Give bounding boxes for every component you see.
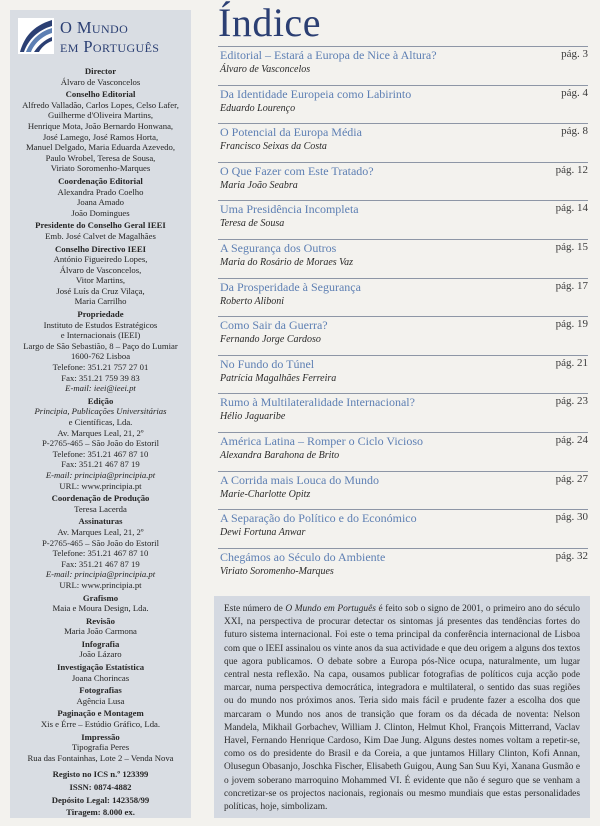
toc-entry-page: pág. 8: [561, 125, 588, 138]
credits-line[interactable]: URL: www.principia.pt: [59, 480, 142, 491]
credits-line: Maria João Carmona: [64, 626, 137, 637]
credits-line: Xis e Érre – Estúdio Gráfico, Lda.: [40, 719, 161, 730]
credits-line[interactable]: URL: www.principia.pt: [59, 579, 142, 590]
credits-line: Telefone: 351.21 757 27 01: [52, 362, 149, 373]
toc-entry-author: Eduardo Lourenço: [220, 102, 296, 114]
credits-line: João Lázaro: [79, 649, 122, 660]
credits-line[interactable]: E-mail: principia@principia.pt: [45, 569, 156, 580]
credits-line: P-2765-465 – São João do Estoril: [41, 537, 160, 548]
credits-line: Manuel Delgado, Maria Eduarda Azevedo,: [25, 142, 176, 153]
toc-entry[interactable]: [218, 430, 588, 469]
toc-divider: [218, 548, 588, 549]
intro-text-rest: é feito sob o signo de 2001, o primeiro ano do século XXI, na perspectiva de procurar detectar os sintomas já presentes das tendências fortes do futuro sistema internacional. Foi este o tema principal da conferência internacional de Lisboa com que o IEEI assinalou os vinte anos da sua actividade e que deu origem a alguns dos textos que agora publicamos. O debate sobre a Europa pós-Nice ocupa, naturalmente, um lugar central nesta reflexão. Na capa, ousamos publicar fotografias de políticos cuja acção pode marcar, numa perspectiva democrática, integradora e multilateral, o sentido das suas regiões ou do mundo nos próximos anos. Teria sido mais fácil e prudente fazer a escolha dos que marcaram o Mundo nos anos de transição que foram os da década de noventa: Nelson Mandela, Mikhail Gorbachev, William J. Clinton, Helmut Khol, François Mitterrand, Vaclav Havel, Fernando Henrique Cardoso, Kim Dae Jung. Alguns destes nomes voltam a repetir-se, como os do presidente do Brasil e da Coreia, a que juntamos Hillary Clinton, Kofi Annan, Olusegun Obasanjo, Joschka Fischer, Elisabeth Guigou, Aung San Suu Kyi, Xanana Gusmão e o jovem soberano marroquino Mohammed VI. É evidente que não é seguro que se venham a concretizar-se os projectos nacionais, regionais ou mesmo mundiais que estas personalidades políticas, hoje, simbolizam.: [224, 604, 580, 813]
toc-divider: [218, 471, 588, 472]
credits-heading: Director: [84, 66, 117, 76]
intro-text-start: Este número de: [224, 604, 286, 614]
toc-entry-author: Maria João Seabra: [220, 179, 298, 191]
toc-entry[interactable]: [218, 391, 588, 430]
toc-entry-author: Viriato Soromenho-Marques: [220, 565, 334, 577]
credits-line: Álvaro de Vasconcelos,: [59, 264, 142, 275]
registration-line: Tiragem: 8.000 ex.: [66, 807, 135, 818]
toc-entry[interactable]: [218, 83, 588, 122]
credits-heading: Investigação Estatística: [56, 662, 145, 673]
toc-entry-page: pág. 12: [555, 163, 588, 176]
toc-entry-page: pág. 14: [555, 202, 588, 215]
credits-line: e Científicas, Lda.: [68, 417, 133, 427]
magazine-name-line2: em Português: [60, 37, 160, 56]
toc-entry-page: pág. 24: [555, 433, 588, 446]
toc-divider: [218, 432, 588, 433]
toc-entry[interactable]: [218, 314, 588, 353]
publication-name: O Mundo em Português: [285, 604, 376, 614]
credits-line: Instituto de Estudos Estratégicos: [43, 319, 158, 330]
toc-entry[interactable]: [218, 546, 588, 585]
magazine-name: [60, 18, 159, 56]
credits-heading: Presidente do Conselho Geral IEEI: [35, 220, 166, 231]
credits-line: Alexandra Prado Coelho: [57, 186, 144, 197]
page-title: Índice: [218, 0, 321, 45]
toc-entry-author: Teresa de Sousa: [220, 218, 285, 230]
credits-line: Av. Marques Leal, 21, 2º: [57, 526, 144, 537]
toc-divider: [218, 46, 588, 47]
toc-entry-author: Álvaro de Vasconcelos: [220, 64, 311, 75]
toc-entry[interactable]: [218, 469, 588, 508]
credits-line: Maria Carrilho: [74, 296, 127, 307]
credits-heading: Revisão: [86, 615, 115, 626]
table-of-contents: [218, 44, 588, 584]
toc-entry-author: Francisco Seixas da Costa: [220, 141, 327, 153]
toc-entry[interactable]: [218, 353, 588, 392]
credits-heading: Paginação e Montagem: [57, 708, 144, 719]
toc-divider: [218, 278, 588, 279]
globe-swoosh-icon: [18, 18, 54, 54]
toc-entry-page: pág. 23: [555, 395, 588, 408]
toc-entry-title[interactable]: A Corrida mais Louca do Mundo: [220, 472, 379, 487]
credits-line: Henrique Mota, João Bernardo Honwana,: [27, 120, 174, 131]
toc-entry-title[interactable]: Rumo à Multilateralidade Internacional?: [220, 395, 415, 410]
credits-line: João Domingues: [71, 207, 130, 218]
toc-entry-author: Roberto Aliboni: [220, 295, 284, 307]
credits-sidebar: [10, 10, 191, 818]
credits-line: e Internacionais (IEEI): [60, 330, 141, 341]
credits-line: Álvaro de Vasconcelos: [60, 76, 141, 87]
credits-list: [10, 64, 191, 818]
credits-heading: Assinaturas: [78, 516, 123, 527]
credits-line: Principia, Publicações Universitárias: [34, 406, 167, 417]
toc-entry[interactable]: [218, 237, 588, 276]
credits-line: Rua das Fontainhas, Lote 2 – Venda Nova: [27, 752, 174, 763]
toc-entry[interactable]: [218, 276, 588, 315]
toc-divider: [218, 200, 588, 201]
toc-entry-page: pág. 15: [555, 240, 588, 253]
credits-line: Fax: 351.21 759 39 83: [61, 372, 140, 383]
credits-line: Fax: 351.21 467 87 19: [61, 459, 140, 470]
credits-line: Largo de São Sebastião, 8 – Paço do Lumiar: [23, 340, 178, 351]
toc-entry-author: Dewi Fortuna Anwar: [220, 527, 306, 539]
credits-line: Av. Marques Leal, 21, 2º: [57, 427, 144, 438]
toc-entry-title[interactable]: América Latina – Romper o Ciclo Vicioso: [220, 433, 424, 448]
toc-entry-page: pág. 19: [555, 318, 588, 331]
intro-paragraph: [224, 603, 580, 814]
credits-line: Paulo Wrobel, Teresa de Sousa,: [45, 152, 156, 163]
credits-heading: Grafismo: [82, 592, 119, 603]
toc-entry-title[interactable]: Da Prosperidade à Segurança: [220, 279, 361, 294]
credits-heading: Coordenação de Produção: [51, 493, 150, 504]
credits-heading: Edição: [87, 395, 114, 406]
toc-entry-author: Maria do Rosário de Moraes Vaz: [220, 256, 354, 268]
toc-entry-title[interactable]: Como Sair da Guerra?: [220, 318, 328, 333]
credits-heading: Impressão: [81, 731, 120, 742]
toc-divider: [218, 316, 588, 317]
registration-line: Registo no ICS n.º 123399: [52, 769, 149, 780]
toc-entry-title[interactable]: No Fundo do Túnel: [220, 356, 315, 371]
credits-line: Teresa Lacerda: [74, 503, 127, 514]
credits-line: Telefone: 351.21 467 87 10: [52, 448, 149, 459]
credits-line: Joana Amado: [76, 197, 125, 208]
toc-entry-title[interactable]: O Potencial da Europa Média: [220, 125, 362, 140]
credits-line: Viriato Soromenho-Marques: [50, 163, 151, 174]
toc-entry-title[interactable]: Da Identidade Europeia como Labirinto: [220, 86, 412, 101]
magazine-name-line1: O Mundo: [60, 18, 129, 37]
toc-entry-page: pág. 30: [555, 511, 588, 524]
toc-entry-author: Patrícia Magalhães Ferreira: [220, 372, 337, 384]
toc-entry-page: pág. 4: [561, 86, 588, 99]
credits-line: Emb. José Calvet de Magalhães: [45, 230, 156, 241]
toc-entry-title[interactable]: A Separação do Político e do Económico: [220, 511, 417, 526]
toc-divider: [218, 239, 588, 240]
toc-entry-title[interactable]: A Segurança dos Outros: [220, 240, 337, 255]
toc-divider: [218, 355, 588, 356]
credits-line: António Figueiredo Lopes,: [53, 254, 148, 265]
credits-line: Alfredo Valladão, Carlos Lopes, Celso Lafer,: [22, 99, 179, 110]
toc-entry[interactable]: [218, 198, 588, 237]
toc-entry-author: Hélio Jaguaribe: [220, 411, 286, 423]
toc-divider: [218, 393, 588, 394]
credits-line[interactable]: E-mail: principia@principia.pt: [45, 469, 156, 480]
credits-line: P-2765-465 – São João do Estoril: [41, 438, 160, 449]
credits-line: Vitor Martins,: [75, 275, 126, 286]
credits-line: Fax: 351.21 467 87 19: [61, 558, 140, 569]
credits-heading: Conselho Directivo IEEI: [54, 243, 147, 254]
toc-entry-title[interactable]: Uma Presidência Incompleta: [220, 202, 359, 217]
toc-entry-page: pág. 27: [555, 472, 588, 485]
toc-entry-page: pág. 21: [555, 356, 588, 369]
credits-line: José Lamego, José Ramos Horta,: [42, 131, 159, 142]
toc-entry-author: Fernando Jorge Cardoso: [220, 334, 321, 346]
toc-entry[interactable]: [218, 507, 588, 546]
toc-divider: [218, 85, 588, 86]
intro-box: [214, 596, 590, 818]
credits-line: Tipografia Peres: [71, 742, 130, 753]
toc-entry-author: Alexandra Barahona de Brito: [220, 449, 340, 461]
credits-line: Telefone: 351.21 467 87 10: [52, 548, 149, 559]
toc-entry[interactable]: [218, 160, 588, 199]
toc-divider: [218, 123, 588, 124]
credits-line: José Luís da Cruz Vilaça,: [56, 285, 145, 296]
credits-heading: Fotografias: [79, 685, 122, 696]
credits-line: Guilherme d'Oliveira Martins,: [47, 110, 154, 121]
toc-entry-page: pág. 3: [561, 48, 588, 60]
registration-line: Depósito Legal: 142358/99: [51, 794, 150, 805]
credits-line[interactable]: E-mail: ieei@ieei.pt: [65, 383, 136, 394]
registration-line: ISSN: 0874-4882: [69, 782, 132, 792]
toc-entry-title[interactable]: O Que Fazer com Este Tratado?: [220, 163, 374, 178]
credits-heading: Conselho Editorial: [65, 89, 136, 100]
toc-divider: [218, 162, 588, 163]
toc-divider: [218, 509, 588, 510]
toc-entry-title[interactable]: Chegámos ao Século do Ambiente: [220, 549, 386, 564]
toc-entry-title[interactable]: Editorial – Estará a Europa de Nice à Altura?: [220, 48, 437, 62]
toc-entry-page: pág. 17: [555, 279, 588, 292]
toc-entry-page: pág. 32: [555, 549, 588, 562]
toc-entry[interactable]: [218, 44, 588, 83]
toc-entry-author: Marie-Charlotte Opitz: [220, 488, 311, 500]
credits-line: Maia e Moura Design, Lda.: [52, 603, 149, 614]
credits-line: 1600-762 Lisboa: [70, 351, 131, 362]
credits-heading: Infografia: [81, 638, 120, 649]
credits-line: Agência Lusa: [76, 695, 125, 706]
credits-line: Joana Chorincas: [71, 672, 130, 683]
credits-heading: Propriedade: [77, 309, 124, 320]
credits-heading: Coordenação Editorial: [58, 175, 143, 186]
toc-entry[interactable]: [218, 121, 588, 160]
magazine-logo: [16, 16, 186, 56]
